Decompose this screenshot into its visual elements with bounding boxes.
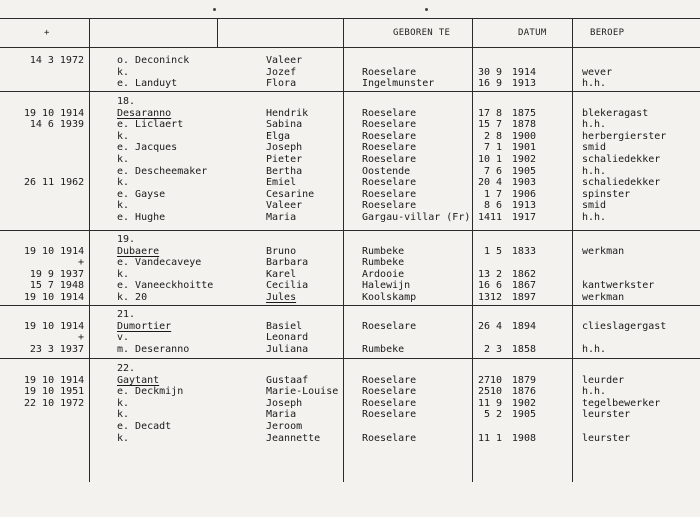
- birth-date-dd: 13: [477, 292, 490, 303]
- profession: h.h.: [582, 78, 607, 90]
- death-date: 15 7 1948: [29, 280, 84, 292]
- column-divider: [217, 18, 218, 48]
- birth-date-mm: 2: [495, 268, 502, 280]
- birth-date: [472, 433, 564, 445]
- group-number: 18.: [117, 96, 136, 107]
- birth-date-yy: 1903: [511, 177, 536, 189]
- death-date: +: [77, 257, 84, 269]
- birth-date-mm: 4: [495, 177, 502, 189]
- death-date: 14 3 1972: [29, 55, 84, 66]
- relation-surname: e. Landuyt: [117, 78, 178, 90]
- birth-date: [472, 421, 564, 433]
- first-name: Jules: [266, 292, 297, 303]
- first-name: Cecilia: [266, 280, 309, 292]
- birth-date-mm: 12: [490, 292, 503, 303]
- birth-date-dd: 15: [477, 119, 490, 131]
- relation-surname: e. Deckmijn: [117, 386, 184, 398]
- death-date: 19 10 1914: [24, 245, 85, 257]
- birth-date: [472, 344, 564, 356]
- birth-date: [472, 142, 564, 154]
- death-date: 14 6 1939: [29, 119, 84, 131]
- birth-place: Roeselare: [362, 397, 417, 409]
- birth-date-mm: 1: [495, 154, 502, 165]
- birth-date: [472, 131, 564, 143]
- birth-date-yy: 1878: [511, 119, 536, 131]
- profession: clieslagergast: [582, 320, 667, 332]
- birth-place: Roeselare: [362, 154, 417, 165]
- relation-surname: Desaranno: [117, 107, 172, 119]
- group-separator: [0, 305, 700, 306]
- birth-date-dd: 2: [483, 343, 490, 355]
- birth-date-dd: 26: [477, 320, 490, 332]
- first-name: Karel: [266, 268, 297, 280]
- birth-place: Ingelmunster: [362, 78, 435, 90]
- birth-date: [472, 119, 564, 131]
- first-name: Jeroom: [266, 421, 303, 432]
- profession: tegelbewerker: [582, 397, 661, 409]
- relation-surname: k.: [117, 177, 130, 189]
- first-name: Cesarine: [266, 188, 315, 200]
- relation-surname: k.: [117, 154, 130, 165]
- birth-date-yy: 1879: [511, 374, 536, 386]
- profession: smid: [582, 200, 607, 212]
- birth-date: [472, 166, 564, 178]
- birth-date-yy: 1905: [511, 165, 536, 177]
- birth-date-dd: 17: [477, 107, 490, 119]
- birth-place: Rumbeke: [362, 245, 405, 257]
- profession: leurster: [582, 409, 631, 421]
- birth-date-dd: 27: [477, 374, 490, 386]
- birth-place: Roeselare: [362, 188, 417, 200]
- header-date: DATUM: [518, 28, 547, 38]
- birth-date-mm: 6: [495, 200, 502, 212]
- header-bottom-rule: [0, 47, 700, 48]
- birth-date-mm: 7: [495, 119, 502, 131]
- birth-date-yy: 1908: [511, 432, 536, 444]
- birth-place: Koolskamp: [362, 292, 417, 303]
- profession: leurder: [582, 374, 625, 386]
- first-name: Juliana: [266, 343, 309, 355]
- birth-date-yy: 1913: [511, 200, 536, 212]
- profession: werkman: [582, 245, 625, 257]
- birth-date: [472, 280, 564, 292]
- relation-surname: Dumortier: [117, 320, 172, 332]
- birth-place: Roeselare: [362, 200, 417, 212]
- birth-place: Roeselare: [362, 177, 417, 189]
- first-name: Leonard: [266, 332, 309, 344]
- birth-date-mm: 7: [495, 188, 502, 200]
- relation-surname: e. Decadt: [117, 421, 172, 432]
- birth-date-yy: 1914: [511, 66, 536, 78]
- birth-date: [472, 189, 564, 201]
- birth-date-yy: 1905: [511, 409, 536, 421]
- birth-place: Roeselare: [362, 386, 417, 398]
- death-date: 19 10 1914: [24, 107, 85, 119]
- birth-place: Roeselare: [362, 66, 417, 78]
- relation-surname: e. Vandecaveye: [117, 257, 202, 269]
- birth-date: [472, 212, 564, 224]
- relation-surname: k. 20: [117, 292, 148, 303]
- birth-date-mm: 4: [495, 320, 502, 332]
- birth-date: [472, 292, 564, 304]
- relation-surname: e. Liclaert: [117, 119, 184, 131]
- birth-date-yy: 1858: [511, 343, 536, 355]
- header-died: +: [44, 28, 50, 38]
- birth-date-yy: 1875: [511, 107, 536, 119]
- death-date: +: [77, 332, 84, 344]
- first-name: Valeer: [266, 55, 303, 66]
- death-date: 19 9 1937: [29, 268, 84, 280]
- profession: blekeragast: [582, 107, 649, 119]
- birth-date-dd: 25: [477, 386, 490, 398]
- birth-place: Roeselare: [362, 432, 417, 444]
- first-name: Pieter: [266, 154, 303, 165]
- relation-surname: k.: [117, 200, 130, 212]
- birth-date-yy: 1902: [511, 397, 536, 409]
- profession: herbergierster: [582, 130, 667, 142]
- group-separator: [0, 358, 700, 359]
- birth-date-dd: 2: [483, 130, 490, 142]
- relation-surname: Gaytant: [117, 374, 160, 386]
- birth-place: Rumbeke: [362, 257, 405, 269]
- birth-date-yy: 1867: [511, 280, 536, 292]
- profession: leurster: [582, 432, 631, 444]
- birth-date-dd: 1: [483, 245, 490, 257]
- birth-date-dd: 10: [477, 154, 490, 165]
- birth-date-mm: 6: [495, 280, 502, 292]
- relation-surname: v.: [117, 332, 130, 344]
- birth-date-dd: 5: [483, 409, 490, 421]
- birth-date-mm: 1: [495, 142, 502, 154]
- first-name: Maria: [266, 409, 297, 421]
- birth-place: Oostende: [362, 165, 411, 177]
- birth-date-yy: 1901: [511, 142, 536, 154]
- group-separator: [0, 230, 700, 231]
- birth-place: Roeselare: [362, 409, 417, 421]
- birth-date-yy: 1862: [511, 268, 536, 280]
- relation-surname: k.: [117, 268, 130, 280]
- profession: spinster: [582, 188, 631, 200]
- relation-surname: k.: [117, 409, 130, 421]
- first-name: Bruno: [266, 245, 297, 257]
- birth-date: [472, 409, 564, 421]
- profession: wever: [582, 66, 613, 78]
- birth-date-dd: 1: [483, 188, 490, 200]
- profession: smid: [582, 142, 607, 154]
- birth-date-yy: 1897: [511, 292, 536, 303]
- birth-date-yy: 1833: [511, 245, 536, 257]
- birth-date-yy: 1876: [511, 386, 536, 398]
- birth-date-mm: 11: [490, 212, 503, 223]
- birth-date-mm: 10: [490, 374, 503, 386]
- birth-date-dd: 16: [477, 78, 490, 90]
- death-date: 19 10 1914: [24, 374, 85, 386]
- first-name: Elga: [266, 130, 291, 142]
- birth-date-yy: 1913: [511, 78, 536, 90]
- header-top-rule: [0, 18, 700, 19]
- relation-surname: k.: [117, 432, 130, 444]
- birth-date-mm: 6: [495, 165, 502, 177]
- first-name: Hendrik: [266, 107, 309, 119]
- relation-surname: e. Jacques: [117, 142, 178, 154]
- birth-place: Roeselare: [362, 374, 417, 386]
- group-separator: [0, 91, 700, 92]
- first-name: Valeer: [266, 200, 303, 212]
- first-name: Marie-Louise: [266, 386, 339, 398]
- group-number: 21.: [117, 309, 136, 320]
- birth-date: [472, 55, 564, 67]
- birth-date-mm: 2: [495, 409, 502, 421]
- first-name: Sabina: [266, 119, 303, 131]
- birth-date: [472, 321, 564, 333]
- first-name: Basiel: [266, 320, 303, 332]
- relation-surname: k.: [117, 397, 130, 409]
- profession: schaliedekker: [582, 177, 661, 189]
- birth-date-yy: 1900: [511, 130, 536, 142]
- birth-date: [472, 78, 564, 90]
- birth-place: Roeselare: [362, 119, 417, 131]
- group-number: 22.: [117, 363, 136, 374]
- group-number: 19.: [117, 234, 136, 245]
- relation-surname: m. Deseranno: [117, 343, 190, 355]
- first-name: Barbara: [266, 257, 309, 269]
- first-name: Joseph: [266, 142, 303, 154]
- birth-date-mm: 3: [495, 343, 502, 355]
- relation-surname: o. Deconinck: [117, 55, 190, 66]
- birth-date-yy: 1906: [511, 188, 536, 200]
- birth-date: [472, 386, 564, 398]
- death-date: 22 10 1972: [24, 397, 85, 409]
- death-date: 23 3 1937: [29, 343, 84, 355]
- profession: h.h.: [582, 165, 607, 177]
- birth-date-yy: 1894: [511, 320, 536, 332]
- header-profession: BEROEP: [590, 28, 625, 38]
- birth-date-mm: 9: [495, 66, 502, 78]
- relation-surname: e. Vaneeckhoitte: [117, 280, 214, 292]
- birth-date: [472, 269, 564, 281]
- birth-date-dd: 7: [483, 142, 490, 154]
- header-born-in: GEBOREN TE: [393, 28, 451, 38]
- first-name: Jozef: [266, 66, 297, 78]
- birth-date-mm: 9: [495, 78, 502, 90]
- relation-surname: Dubaere: [117, 245, 160, 257]
- profession: h.h.: [582, 343, 607, 355]
- birth-date-dd: 11: [477, 432, 490, 444]
- profession: schaliedekker: [582, 154, 661, 165]
- birth-date-dd: 30: [477, 66, 490, 78]
- column-divider: [89, 18, 90, 482]
- punch-hole: [213, 8, 216, 11]
- profession: h.h.: [582, 386, 607, 398]
- birth-place: Rumbeke: [362, 343, 405, 355]
- first-name: Maria: [266, 212, 297, 223]
- birth-date-dd: 14: [477, 212, 490, 223]
- death-date: 26 11 1962: [24, 177, 85, 189]
- birth-date-yy: 1917: [511, 212, 536, 223]
- birth-date: [472, 67, 564, 79]
- first-name: Flora: [266, 78, 297, 90]
- birth-place: Ardooie: [362, 268, 405, 280]
- relation-surname: e. Descheemaker: [117, 165, 208, 177]
- first-name: Gustaaf: [266, 374, 309, 386]
- birth-date: [472, 200, 564, 212]
- profession: werkman: [582, 292, 625, 303]
- birth-date-dd: 13: [477, 268, 490, 280]
- relation-surname: e. Hughe: [117, 212, 166, 223]
- birth-date: [472, 375, 564, 387]
- birth-date-mm: 9: [495, 397, 502, 409]
- profession: h.h.: [582, 212, 607, 223]
- birth-place: Halewijn: [362, 280, 411, 292]
- first-name: Bertha: [266, 165, 303, 177]
- birth-date-mm: 1: [495, 432, 502, 444]
- birth-date-mm: 8: [495, 107, 502, 119]
- birth-date: [472, 257, 564, 269]
- first-name: Jeannette: [266, 432, 321, 444]
- first-name: Joseph: [266, 397, 303, 409]
- birth-date: [472, 332, 564, 344]
- profession: kantwerkster: [582, 280, 655, 292]
- birth-place: Roeselare: [362, 107, 417, 119]
- birth-date-mm: 5: [495, 245, 502, 257]
- death-date: 19 10 1914: [24, 292, 85, 303]
- birth-date: [472, 398, 564, 410]
- birth-place: Roeselare: [362, 142, 417, 154]
- profession: h.h.: [582, 119, 607, 131]
- relation-surname: e. Gayse: [117, 188, 166, 200]
- birth-date-yy: 1902: [511, 154, 536, 165]
- first-name: Emiel: [266, 177, 297, 189]
- birth-date: [472, 246, 564, 258]
- death-date: 19 10 1914: [24, 320, 85, 332]
- death-date: 19 10 1951: [24, 386, 85, 398]
- birth-date-dd: 8: [483, 200, 490, 212]
- birth-place: Roeselare: [362, 320, 417, 332]
- birth-date-dd: 11: [477, 397, 490, 409]
- birth-date-mm: 8: [495, 130, 502, 142]
- birth-place: Roeselare: [362, 130, 417, 142]
- birth-date: [472, 108, 564, 120]
- birth-date-dd: 7: [483, 165, 490, 177]
- birth-date: [472, 154, 564, 166]
- punch-hole: [425, 8, 428, 11]
- relation-surname: k.: [117, 130, 130, 142]
- birth-date-dd: 20: [477, 177, 490, 189]
- column-divider: [343, 18, 344, 482]
- birth-date-mm: 10: [490, 386, 503, 398]
- column-divider: [572, 18, 573, 482]
- birth-date: [472, 177, 564, 189]
- birth-date-dd: 16: [477, 280, 490, 292]
- relation-surname: k.: [117, 66, 130, 78]
- birth-place: Gargau-villar (Fr): [362, 212, 471, 223]
